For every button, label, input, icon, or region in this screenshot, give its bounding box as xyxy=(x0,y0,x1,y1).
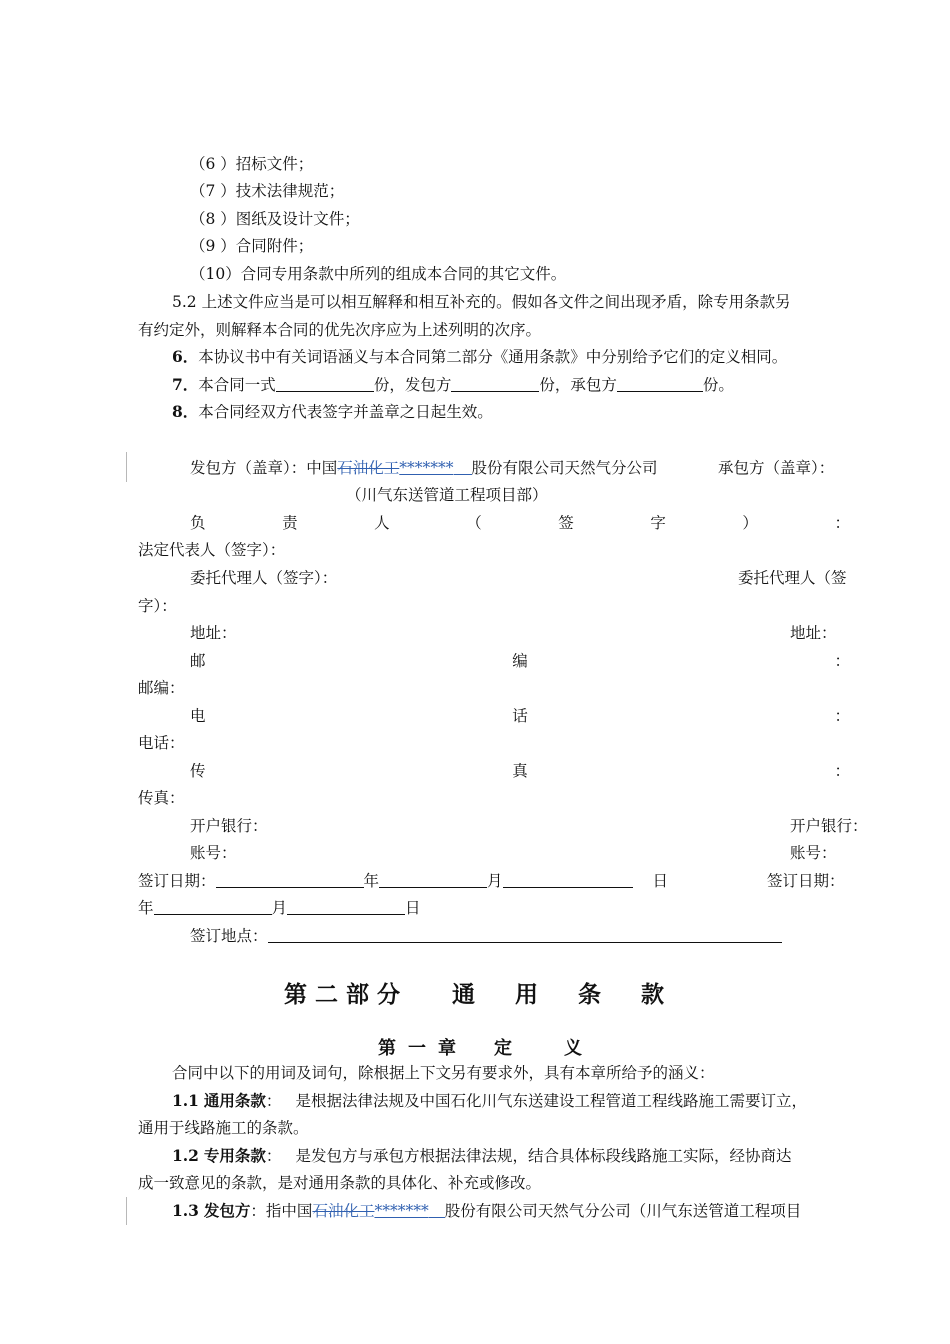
char: 款 xyxy=(641,981,664,1008)
address-left-label: 地址： xyxy=(190,624,237,642)
char: 章 xyxy=(438,1038,456,1059)
revision-bar xyxy=(126,452,127,482)
employer-stamp-label: 发包方（盖章）：中国 xyxy=(190,459,338,477)
agent-left-label: 委托代理人（签字）： xyxy=(190,569,338,587)
deleted-text: 石油化工 xyxy=(312,1202,375,1220)
employer-department: （川气东送管道工程项目部） xyxy=(346,486,548,504)
clause-8-text: 本合同经双方代表签字并盖章之日起生效。 xyxy=(198,403,493,421)
char: 条 xyxy=(578,981,601,1008)
address-right-label: 地址： xyxy=(790,624,837,642)
sign-date-label: 签订日期： xyxy=(138,872,216,890)
sign-date-right-label: 签订日期： xyxy=(767,872,845,890)
inserted-text: ******* xyxy=(374,1202,429,1220)
clause-7-number: 7． xyxy=(172,375,199,394)
definition-term: 专用条款 xyxy=(203,1146,266,1165)
char: 人 xyxy=(374,514,390,532)
definition-1-1-cont: 通用于线路施工的条款。 xyxy=(138,1119,309,1137)
list-item-8: （8 ）图纸及设计文件； xyxy=(190,210,360,228)
definition-1-2-cont: 成一致意见的条款，是对通用条款的具体化、补充或修改。 xyxy=(138,1174,542,1192)
sign-place-label: 签订地点： xyxy=(190,927,268,945)
definition-number: 1.1 xyxy=(172,1091,199,1110)
clause-5-2-line1: 5.2 上述文件应当是可以相互解释和相互补充的。假如各文件之间出现矛盾，除专用条款另 xyxy=(172,293,791,311)
agent-right-label-cont: 字）： xyxy=(138,597,177,615)
clause-7-text-a: 本合同一式 xyxy=(198,376,276,394)
colon: ： xyxy=(265,1092,282,1110)
definition-number: 1.2 xyxy=(172,1146,199,1165)
definition-text: 是发包方与承包方根据法律法规，结合具体标段线路施工实际，经协商达 xyxy=(295,1147,792,1165)
colon: ： xyxy=(265,1147,282,1165)
char: 义 xyxy=(564,1038,582,1059)
list-item-7: （7 ）技术法律规范； xyxy=(190,182,345,200)
postcode-line xyxy=(190,651,850,671)
account-right-label: 账号： xyxy=(790,844,837,862)
inserted-text: ******* xyxy=(399,459,454,477)
char: 第 xyxy=(378,1038,396,1059)
chapter-title xyxy=(378,1034,582,1060)
copies-employer-blank[interactable] xyxy=(451,375,539,392)
char: 话 xyxy=(512,707,528,725)
clause-5-2-line2: 有约定外，则解释本合同的优先次序应为上述列明的次序。 xyxy=(138,321,542,339)
clause-7-text-c: 份，承包方 xyxy=(539,376,617,394)
char: 邮 xyxy=(190,652,206,670)
char: 部 xyxy=(346,981,369,1008)
clause-7 xyxy=(172,375,734,395)
month-label: 月 xyxy=(487,872,503,890)
month-label: 月 xyxy=(271,899,288,917)
responsible-person-line xyxy=(190,513,850,533)
day-blank[interactable] xyxy=(503,871,633,888)
copies-contractor-blank[interactable] xyxy=(617,375,703,392)
telephone-line xyxy=(190,706,850,726)
legal-representative-label: 法定代表人（签字）： xyxy=(138,541,286,559)
definition-1-1 xyxy=(172,1091,807,1111)
char: 编 xyxy=(512,652,528,670)
inserted-space xyxy=(429,1201,445,1218)
char: ） xyxy=(742,514,758,532)
char: 电 xyxy=(190,707,206,725)
char: 真 xyxy=(512,762,528,780)
definition-number: 1.3 xyxy=(172,1201,199,1220)
part-title xyxy=(284,976,664,1009)
clause-7-text-d: 份。 xyxy=(702,376,734,394)
char: ： xyxy=(834,652,850,670)
char: 字 xyxy=(650,514,666,532)
clause-7-text-b: 份，发包方 xyxy=(373,376,452,394)
clause-8 xyxy=(172,402,493,422)
definition-1-2 xyxy=(172,1146,791,1166)
inserted-space xyxy=(454,458,472,475)
definition-text: 股份有限公司天然气分公司（川气东送管道工程项目 xyxy=(444,1202,802,1220)
char: 用 xyxy=(515,981,538,1008)
employer-stamp-line xyxy=(190,458,658,478)
deleted-text: 石油化工 xyxy=(337,459,400,477)
year-label: 年 xyxy=(363,872,380,890)
bank-left-label: 开户银行： xyxy=(190,817,268,835)
account-left-label: 账号： xyxy=(190,844,237,862)
sign-place-blank[interactable] xyxy=(268,926,782,943)
clause-6-number: 6． xyxy=(172,347,199,366)
list-item-6: （6 ）招标文件； xyxy=(190,155,314,173)
fax-line xyxy=(190,761,850,781)
char: 定 xyxy=(494,1038,512,1059)
definition-1-3 xyxy=(172,1201,801,1221)
definition-term: 发包方 xyxy=(203,1201,251,1220)
char: 通 xyxy=(452,981,475,1008)
clause-8-number: 8． xyxy=(172,402,199,421)
agent-right-label: 委托代理人（签 xyxy=(738,569,847,587)
copies-total-blank[interactable] xyxy=(276,375,374,392)
char: 第 xyxy=(284,981,307,1008)
definition-text: 是根据法律法规及中国石化川气东送建设工程管道工程线路施工需要订立， xyxy=(295,1092,807,1110)
sign-date-right-fields xyxy=(138,898,421,918)
month-blank[interactable] xyxy=(379,871,487,888)
char: ： xyxy=(834,707,850,725)
char: 分 xyxy=(377,981,400,1008)
clause-6-text: 本协议书中有关词语涵义与本合同第二部分《通用条款》中分别给予它们的定义相同。 xyxy=(198,348,788,366)
char: 签 xyxy=(558,514,574,532)
employer-name: 股份有限公司天然气分公司 xyxy=(471,459,658,477)
bank-right-label: 开户银行： xyxy=(790,817,868,835)
year-label: 年 xyxy=(138,899,154,917)
chapter-intro: 合同中以下的用词及词句，除根据上下文另有要求外，具有本章所给予的涵义： xyxy=(172,1064,715,1082)
year-blank[interactable] xyxy=(216,871,364,888)
char: ： xyxy=(834,762,850,780)
list-item-9: （9 ）合同附件； xyxy=(190,237,314,255)
telephone-right-label: 电话： xyxy=(138,734,185,752)
day-label: 日 xyxy=(652,872,669,890)
char: （ xyxy=(466,514,482,532)
sign-place-line xyxy=(190,926,782,946)
char: 责 xyxy=(282,514,298,532)
char: 二 xyxy=(315,981,338,1008)
year-blank[interactable] xyxy=(154,898,272,915)
definition-text: ：指中国 xyxy=(250,1202,313,1220)
char: 负 xyxy=(190,514,206,532)
list-item-10: （10）合同专用条款中所列的组成本合同的其它文件。 xyxy=(190,265,567,283)
sign-date-left xyxy=(138,871,668,891)
month-blank[interactable] xyxy=(287,898,405,915)
contractor-stamp-label: 承包方（盖章）： xyxy=(718,459,835,477)
char: 一 xyxy=(408,1038,426,1059)
day-label: 日 xyxy=(405,899,421,917)
revision-bar xyxy=(126,1197,127,1225)
definition-term: 通用条款 xyxy=(203,1091,266,1110)
clause-6 xyxy=(172,347,787,367)
postcode-right-label: 邮编： xyxy=(138,679,185,697)
char: 传 xyxy=(190,762,206,780)
char: ： xyxy=(834,514,850,532)
fax-right-label: 传真： xyxy=(138,789,185,807)
